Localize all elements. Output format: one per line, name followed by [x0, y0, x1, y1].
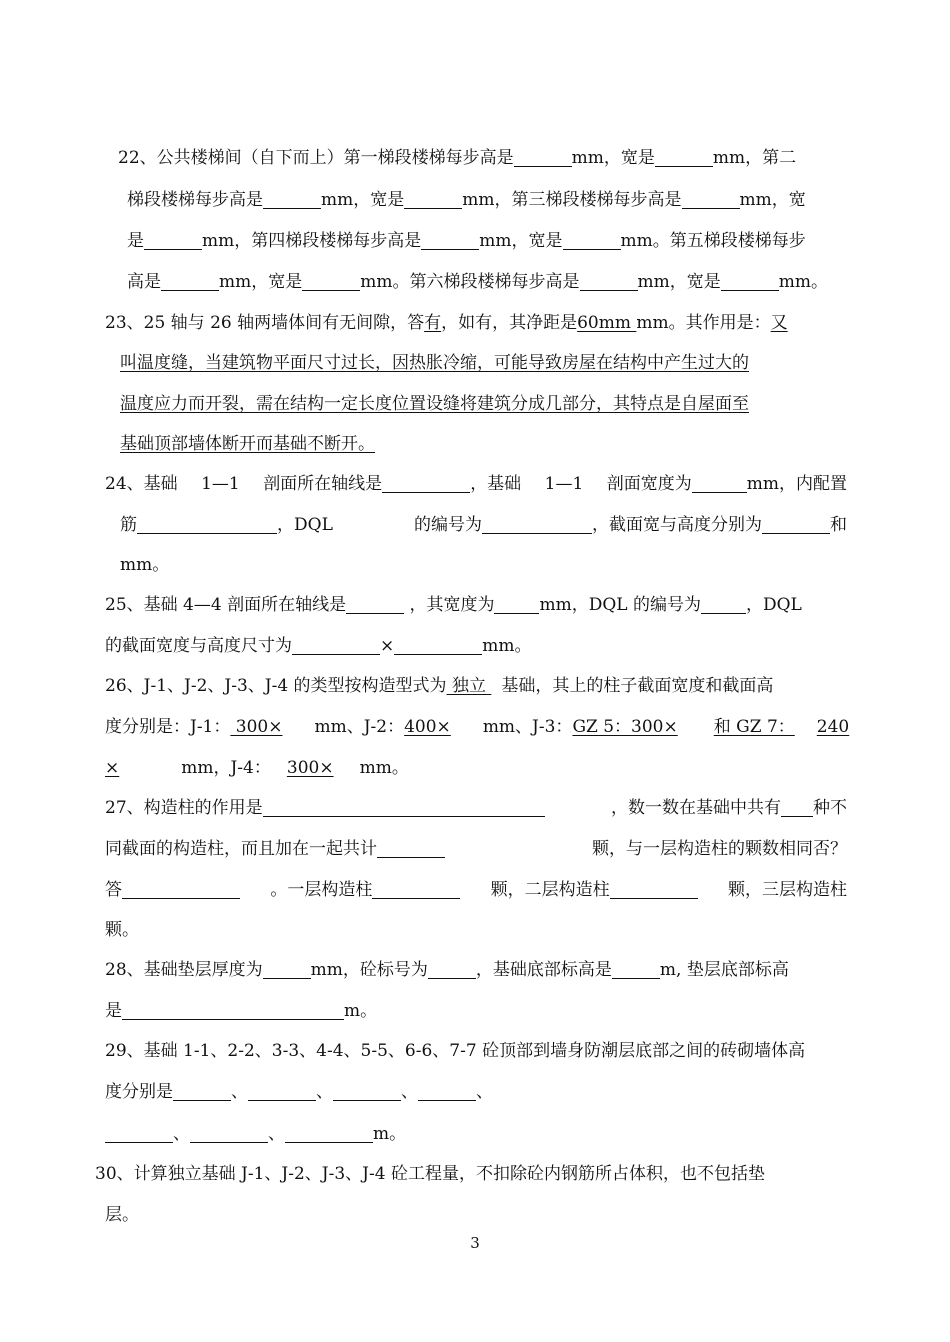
q23-answer-gap: 有: [424, 313, 442, 333]
q28-line-2: 是 m。: [105, 1001, 378, 1021]
q29-line-1: 29、基础 1-1、2-2、3-3、4-4、5-5、6-6、7-7 砼顶部到墙身防潮层底部之间的砖砌墙体高: [105, 1041, 806, 1061]
q26-line-2: 度分别是：J-1： 300× mm、J-2：400× mm、J-3：GZ 5：300× 和 GZ 7： 240: [105, 717, 850, 737]
q23-line-4: 基础顶部墙体断开而基础不断开。: [120, 434, 375, 454]
q22-line-1: 22、公共楼梯间（自下而上）第一梯段楼梯每步高是 mm，宽是 mm，第二: [118, 148, 797, 168]
q27-line-2: 同截面的构造柱，而且加在一起共计 颗，与一层构造柱的颗数相同否？: [105, 839, 847, 859]
q22-line-2: 梯段楼梯每步高是 mm，宽是 mm，第三梯段楼梯每步高是 mm，宽: [127, 190, 806, 210]
q23-line-2: 叫温度缝，当建筑物平面尺寸过长，因热胀冷缩，可能导致房屋在结构中产生过大的: [120, 353, 749, 373]
q26-line-1: 26、J-1、J-2、J-3、J-4 的类型按构造型式为 独立 基础，其上的柱子截面宽度和截面高: [105, 676, 774, 696]
q24-line-3: mm。: [120, 555, 170, 575]
q23-answer-distance: 60mm: [577, 313, 637, 333]
q25-line-1: 25、基础 4—4 剖面所在轴线是 ，其宽度为 mm，DQL 的编号为 ，DQL: [105, 595, 802, 615]
q30-line-2: 层。: [105, 1205, 139, 1225]
q29-line-3: 、 、 m。: [105, 1119, 847, 1149]
q28-line-1: 28、基础垫层厚度为 mm，砼标号为 ，基础底部标高是 m, 垫层底部标高: [105, 960, 789, 980]
q27-line-1: 27、构造柱的作用是 ，数一数在基础中共有 种不: [105, 798, 847, 818]
q27-line-4: 颗。: [105, 920, 139, 940]
q25-line-2: 的截面宽度与高度尺寸为 × mm。: [105, 636, 532, 656]
q24-line-2: 筋 ，DQL 的编号为 ，截面宽与高度分别为 和: [120, 515, 847, 535]
q30-line-1: 30、计算独立基础 J-1、J-2、J-3、J-4 砼工程量，不扣除砼内钢筋所占体积，也不包括垫: [95, 1164, 765, 1184]
q24-line-1: 24、基础 1—1 剖面所在轴线是 ，基础 1—1 剖面宽度为 mm，内配置: [105, 474, 847, 494]
q23-line-1: 23、25 轴与 26 轴两墙体间有无间隙，答有，如有，其净距是60mm mm。其作用是：又: [105, 313, 788, 333]
q23-line-3: 温度应力而开裂，需在结构一定长度位置设缝将建筑分成几部分，其特点是自屋面至: [120, 394, 749, 414]
q29-line-2: 度分别是 、 、 、 、: [105, 1082, 493, 1102]
page-number: 3: [470, 1234, 480, 1252]
q22-line-3: 是 mm，第四梯段楼梯每步高是 mm，宽是 mm。第五梯段楼梯每步: [127, 231, 806, 251]
q27-line-3: 答 。一层构造柱 颗，二层构造柱 颗，三层构造柱: [105, 880, 847, 900]
q22-line-4: 高是 mm，宽是 mm。第六梯段楼梯每步高是 mm，宽是 mm。: [127, 272, 828, 292]
q26-answer-type: 独立: [446, 676, 492, 696]
q26-line-3: × mm，J-4： 300× mm。: [105, 758, 409, 778]
